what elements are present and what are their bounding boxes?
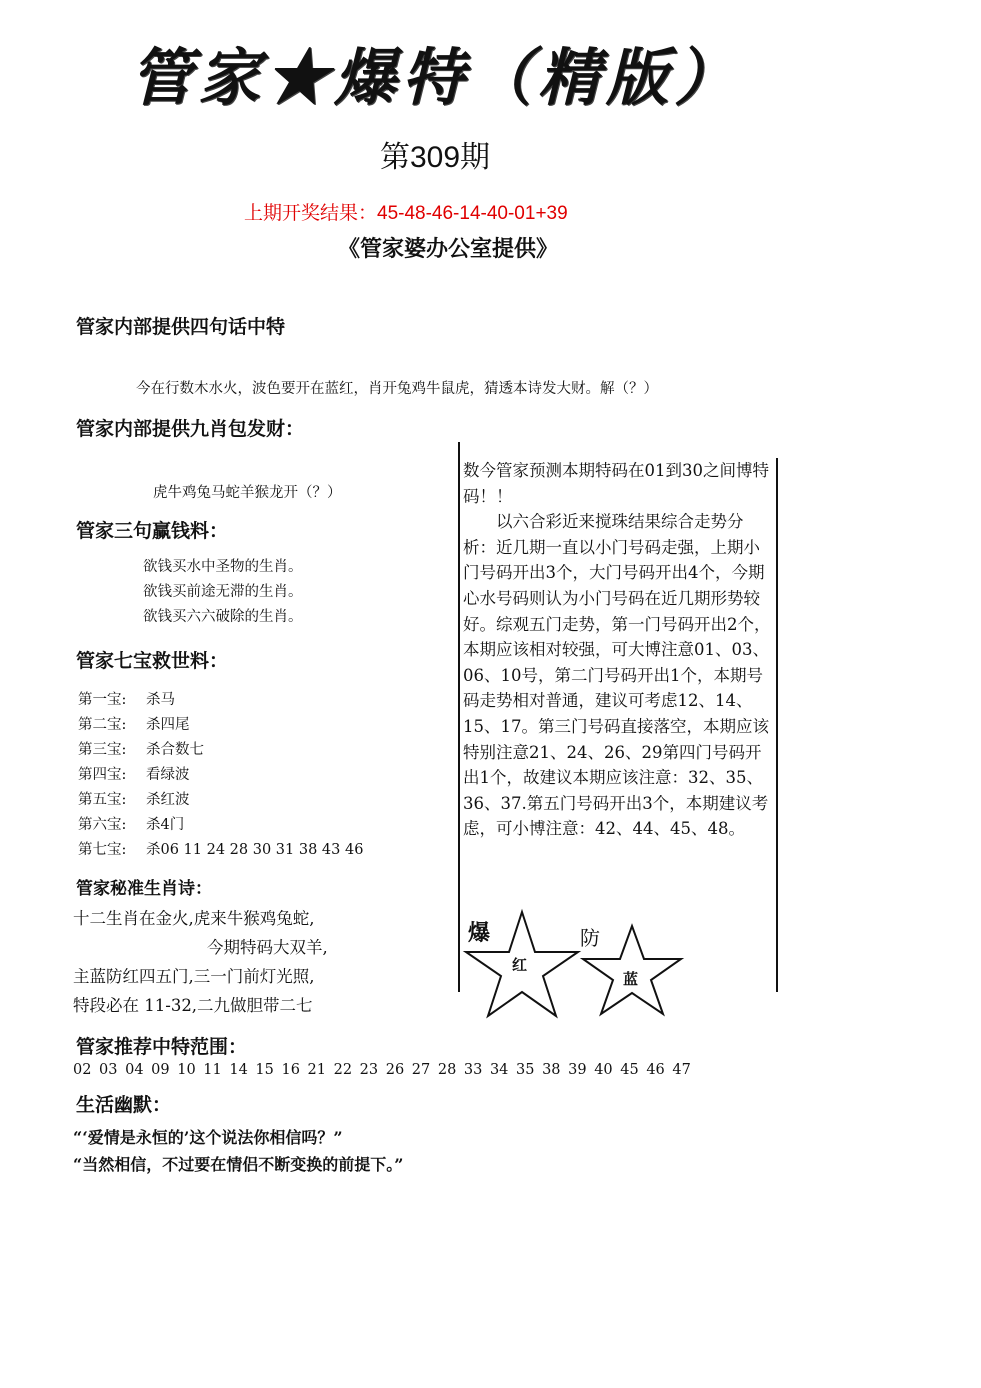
seven-key: 第二宝: (78, 717, 127, 733)
sec2-text: 虎牛鸡兔马蛇羊猴龙开（？） (153, 485, 342, 501)
sec3-line-1: 欲钱买水中圣物的生肖。 (143, 559, 303, 575)
sec5-title: 管家秘准生肖诗： (76, 879, 212, 899)
sec3-line-2: 欲钱买前途无滞的生肖。 (143, 584, 303, 600)
issue-number: 第309期 (380, 141, 491, 174)
sec5-line-4: 特段必在 11-32,二九做胆带二七 (73, 996, 313, 1015)
sec3-title: 管家三句赢钱料： (76, 520, 229, 542)
joke-line-2: “当然相信，不过要在情侣不断变换的前提下。” (73, 1155, 404, 1174)
analysis-intro: 数今管家预测本期特码在01到30之间博特码！！ (463, 461, 769, 506)
joke-line-1: “‘爱情是永恒的’这个说法你相信吗？” (73, 1128, 343, 1147)
sec2-title: 管家内部提供九肖包发财： (76, 418, 305, 440)
seven-value: 杀合数七 (146, 742, 204, 758)
sec3-line-3: 欲钱买六六破除的生肖。 (143, 609, 303, 625)
seven-item-2 (78, 713, 190, 734)
sec5-line-3: 主蓝防红四五门,三一门前灯光照, (73, 967, 315, 986)
seven-key: 第三宝: (78, 742, 127, 758)
analysis-panel (463, 458, 773, 842)
provider-line: 《管家婆办公室提供》 (338, 236, 559, 262)
banner-title: 管家★爆特（精版） (130, 41, 743, 114)
star1-label: 爆 (468, 920, 491, 946)
seven-key: 第五宝: (78, 792, 127, 808)
stars-graphic (460, 908, 780, 1020)
sec5-line-1: 十二生肖在金火,虎来牛猴鸡兔蛇, (73, 909, 315, 928)
seven-item-5 (78, 788, 190, 809)
seven-key: 第一宝: (78, 692, 127, 708)
star1-inner: 红 (512, 956, 528, 974)
seven-value: 杀4门 (146, 817, 185, 833)
sec6-title: 管家推荐中特范围： (76, 1036, 248, 1058)
sec5-line-2: 今期特码大双羊, (207, 938, 328, 957)
star2-label: 防 (580, 926, 600, 950)
seven-key: 第六宝: (78, 817, 127, 833)
sec4-title: 管家七宝救世料： (76, 650, 229, 672)
seven-item-3 (78, 738, 204, 759)
analysis-body: 以六合彩近来搅珠结果综合走势分析：近几期一直以小门号码走强，上期小门号码开出3个，大门号码开出4个，今期心水号码则认为小门号码在近几期形势较好。综观五门走势，第一门号码开出2个，本期应该相对较强，可大博注意01、03、06、10号，第二门号码开出1个，本期号码走势相对普通，建议可考虑12、14、15、17。第三门号码直接落空，本期应该特别注意21、24、26、29第四门号码开出1个，故建议本期应该注意：32、35、36、37.第五门号码开出3个，本期建议考虑，可小博注意：42、44、45、48。 (463, 512, 771, 839)
seven-value: 杀红波 (146, 792, 190, 808)
seven-item-6 (78, 813, 184, 834)
sec1-title: 管家内部提供四句话中特 (76, 316, 286, 338)
seven-item-7 (78, 838, 363, 859)
seven-value: 看绿波 (146, 767, 190, 783)
last-result: 上期开奖结果：45-48-46-14-40-01+39 (244, 203, 568, 224)
seven-value: 杀四尾 (146, 717, 190, 733)
seven-item-4 (78, 763, 190, 784)
seven-value: 杀06 11 24 28 30 31 38 43 46 (146, 842, 364, 858)
seven-key: 第七宝: (78, 842, 127, 858)
range-numbers: 02 03 04 09 10 11 14 15 16 21 22 23 26 27 28 33 34 35 38 39 40 45 46 47 (73, 1062, 691, 1078)
seven-key: 第四宝: (78, 767, 127, 783)
seven-value: 杀马 (146, 692, 175, 708)
seven-item-1 (78, 688, 175, 709)
sec7-title: 生活幽默： (76, 1094, 172, 1116)
sec1-text: 今在行数木水火，波色要开在蓝红，肖开兔鸡牛鼠虎，猜透本诗发大财。解（？） (136, 381, 658, 397)
star2-inner: 蓝 (623, 970, 639, 988)
